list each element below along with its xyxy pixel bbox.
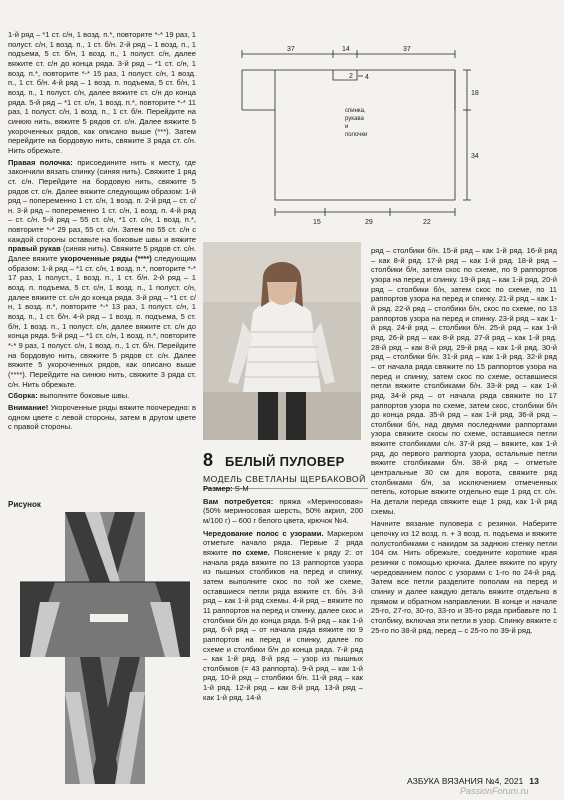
dim-bottom-right: 22 — [423, 219, 431, 226]
schematic-diagram — [205, 40, 535, 235]
stripes-paragraph: Чередование полос с узорами. Маркером отметьте начало ряда. Первые 2 ряда вяжите по схеме. Пояснение к ряду 2: от начала ряда вяжите по 13 раппортов узора из пышных столбиков на перед и спинку, затем выполните скос по той же схеме, оставшиеся петли ряда вяжите ст. б/н. 3-й ряд – как 1-й ряд схемы. 4-й ряд – вяжите по 11 раппортов на перед и спинку, далее скос и столбики б/н до конца ряда. 5-й ряд – как 1-й ряд. 6-й ряд – от начала ряда вяжите по 9 раппортов на перед и спинку, далее по схеме и столбики б/н до конца ряда. 7-й ряд – как 1-й ряд. 8-й ряд – узор из пышных столбиков (= 43 раппорта). 9-й ряд – как 1-й ряд. 10-й ряд – столбики б/н. 11-й ряд – как 1-й ряд. 12-й ряд – как 8-й ряд. 13-й ряд – как 1-й ряд. 14-й — [203, 528, 364, 702]
article-number: 8 — [203, 450, 214, 470]
left-text-column — [8, 30, 196, 434]
right-paragraph-1: ряд – столбики б/н. 15-й ряд – как 1-й ряд. 16-й ряд – как 8-й ряд. 17-й ряд – как 1-й ряд. 18-й ряд – столбики б/н, затем скос по схеме, по 9 раппортов узора на перед и спинку. 19-й ряд – как 1-й ряд. 20-й ряд – столбики б/н, затем скос по схеме, по 11 раппортов узора на перед и спинку. 21-й ряд – как 1-й ряд. 22-й ряд – столбики б/н, скос по схеме, по 13 раппортов узора на перед и спинку. 23-й ряд – как 1-й ряд. 24-й ряд – столбики б/н. 25-й ряд – как 1-й ряд. 26-й ряд – как 8-й ряд. 27-й ряд – как 1-й ряд. 28-й ряд – как 8-й ряд. 29-й ряд – как 1-й ряд. 30-й ряд – столбики б/н. 31-й ряд – как 1-й ряд. 32-й ряд – от начала ряда свяжите по 15 раппортов узора на перед и спинку, затем скос по схеме, оставшиеся петли вяжите столбиками б/н. 33-й ряд – как 1-й ряд. 34-й ряд – от начала ряда свяжите по 17 раппортов узора по схеме, затем скос, столбики б/н до конца ряда. 35-й ряд – как 1-й ряд. 36-й ряд – столбики б/н, над двумя последними раппортами узора свяжите скосы по схеме, оставшиеся петли вяжите столбиками с/н. 37-й ряд – вяжите, как 1-й ряд, до первого раппорта узора, остальные петли вяжите столбиками б/н. 38-й ряд – отметьте центральные 30 см для ворота, свяжите ряд столбиками б/н, за исключением отмеченных петель, которые вяжите отдельно еще 1 ряд ст. с/н. На детали переда свяжите еще 1 ряд, как 1-й ряд схемы. — [371, 246, 557, 516]
model-photo — [203, 242, 361, 440]
dim-18: 18 — [471, 90, 479, 97]
dim-bottom-left: 15 — [313, 219, 321, 226]
size-line: Размер: S-M — [203, 484, 249, 493]
diagram-note-2: рукава — [345, 116, 364, 122]
diagram-note-4: полочки — [345, 132, 368, 138]
dim-top-right: 37 — [403, 46, 411, 53]
dim-34: 34 — [471, 153, 479, 160]
page-number: 13 — [529, 776, 539, 786]
watermark: PassionForum.ru — [460, 786, 529, 796]
left-paragraph-2: Правая полочка: присоедините нить к месту, где закончили вязать спинку (синяя нить). Свяжите 1 ряд ст. с/н. Перейдите на бордовую нить, свяжите 5 рядов ст. с/н. Далее вяжите следующим образом: 1-й ряд – попеременно 1 ст. с/н, 1 возд. п. 2-й ряд – ст. с/н. 3-й ряд – попеременно 1 ст. с/н, 1 возд. п. 4-й ряд – ст. с/н. 5-й ряд – 55 ст. с/н, *1 ст. с/н, 1 возд. п.*, повторите *-* 29 раз, 55 ст. с/н. Затем по 55 ст. с/н с каждой стороны оставьте на боковые швы и вяжите правый рукав (синяя нить). Свяжите 5 рядов ст. с/н. Далее вяжите укороченные ряды (****) следующим образом: 1-й ряд – *1 ст. с/н, 1 возд. п.*, повторите *-* 17 раз, 1 полуст., 1 возд. п., 1 ст. б/н. 2-й ряд – 1 возд. п. подъема, 5 ст. с/н, 1 возд. п., 1 полуст. с/н, далее вяжите ст. с/н до конца ряда. 3-й ряд – *1 ст. с/н, 1 возд. п.*, повторите *-* 13 раз, 1 полуст. с/н, 1 возд. п., 1 ст. б/н. 4-й ряд – 1 возд. п. подъема, 5 ст. б/н, 1 возд. п., 1 полуст. с/н, далее вяжите ст. с/н до конца ряда. 5-й ряд – *1 ст. с/н, 1 возд. п.*, повторите *-* 9 раз, 1 полуст. с/н, 1 возд. п., 1 ст. б/н. Перейдите на бордовую нить, свяжите 5 рядов ст. с/н. Далее вяжите 5 укороченных рядов, как описано выше (****). Перейдите на синюю нить, свяжите 3 ряда ст. с/н. Нить обрежьте. — [8, 157, 197, 389]
magazine-name: АЗБУКА ВЯЗАНИЯ №4, 2021 — [407, 776, 524, 786]
right-text-column — [371, 246, 557, 638]
left-paragraph-4: Внимание! Укороченные ряды вяжите поочередно: в одном цвете с левой стороны, затем в другом цвете с правой стороны. — [8, 402, 196, 432]
left-paragraph-3: Сборка: выполните боковые швы. — [8, 391, 130, 401]
diagram-note-1: спинка, — [345, 108, 366, 114]
diagram-note-3: и — [345, 124, 349, 130]
dim-4: 4 — [365, 74, 369, 81]
middle-text-column — [203, 484, 363, 705]
article-subtitle: МОДЕЛЬ СВЕТЛАНЫ ЩЕРБАКОВОЙ — [203, 474, 368, 489]
materials-paragraph: Вам потребуется: пряжа «Мериносовая» (50% мериносовая шерсть, 50% акрил, 200 м/100 г) – 600 г белого цвета, крючок №4. — [203, 496, 364, 525]
dim-top-middle: 14 — [342, 46, 350, 53]
right-paragraph-2: Начните вязание пуловера с резинки. Наберите цепочку из 12 возд. п. + 3 возд. п. подъема и вяжите полустолбиками с накидом за заднюю стенку петли 104 см. Нить обрежьте, соедините короткие края резинки с помощью крючка. Далее вяжите по кругу чередованием полос с узорами с 1-го по 24-й ряд. Затем все петли разделите пополам на перед и спинку и далее каждую деталь вяжите отдельно в прямом и обратном направлении. В конце и начале 25-го, 27-го, 30-го, 33-го и 35-го ряда прибавьте по 1 столбику, включая эти петли в узор. Спинку вяжите с 25-го по 38-й ряд, перед – с 25-го по 39-й ряд. — [371, 519, 557, 635]
figure-label: Рисунок — [8, 500, 41, 509]
dim-2: 2 — [349, 73, 353, 80]
article-title: БЕЛЫЙ ПУЛОВЕР — [225, 454, 345, 469]
page-footer — [407, 776, 539, 786]
stripe-pattern-figure — [20, 512, 190, 784]
dim-bottom-middle: 29 — [365, 219, 373, 226]
left-paragraph-1: 1-й ряд – *1 ст. с/н, 1 возд. п.*, повторите *-* 19 раз, 1 полуст. с/н, 1 возд. п., 1 ст. б/н. 2-й ряд – 1 возд. п., 1 подъема, 5 ст. б/н, 1 возд. п., 1 полуст. с/н, далее вяжите ст. с/н до конца ряда. 3-й ряд – *1 ст. с/н, 1 возд. п.*, повторите *-* 15 раз, 1 полуст. с/н, 1 возд. п., 1 ст. б/н. 4-й ряд – 1 возд. п. подъема, 5 ст. б/н, 1 возд. п., 1 полуст. с/н, далее вяжите ст. с/н до конца ряда. 5-й ряд – *1 ст. с/н, 1 возд. п.*, повторите *-* 11 раз, 1 полуст. с/н, 1 возд. п., 1 ст. б/н. Перейдите на синюю нить, вяжите 5 рядов ст. с/н. Далее вяжите 5 укороченных рядов, как описано выше (***). Затем перейдите на бордовую нить, свяжите 3 ряда ст. с/н. Нить обрежьте. — [8, 30, 196, 155]
dim-top-left: 37 — [287, 46, 295, 53]
